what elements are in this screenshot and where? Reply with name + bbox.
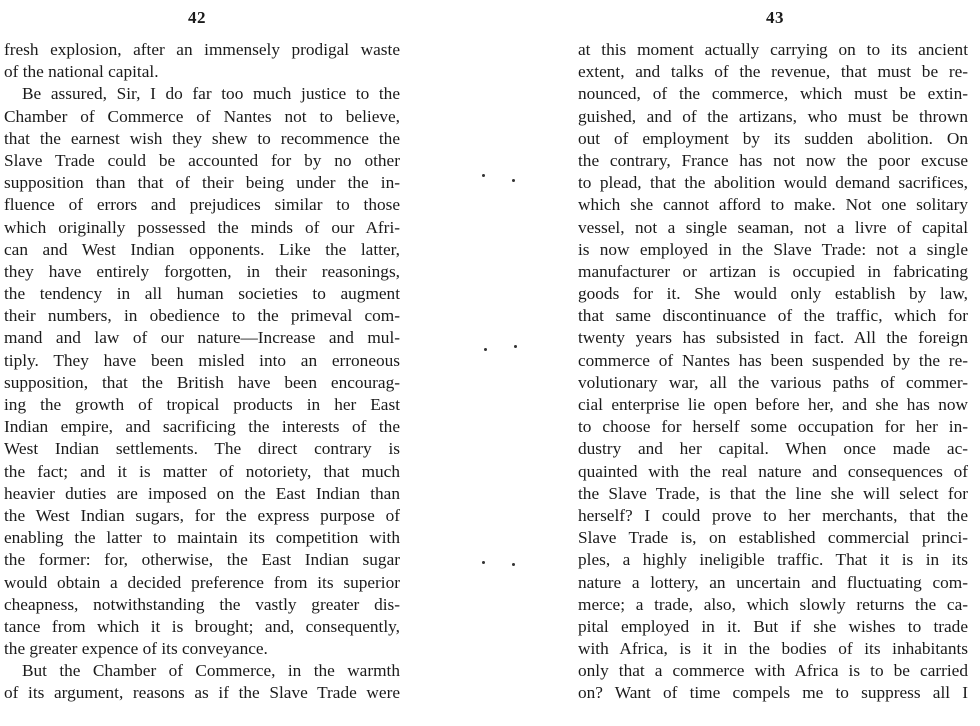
gutter-mark — [482, 561, 485, 564]
text-line: tiply. They have been misled into an erroneous — [4, 350, 400, 370]
left-page — [0, 0, 420, 726]
text-line: vessel, not a single seaman, not a livre of capital — [578, 217, 968, 237]
text-line: they have entirely forgotten, in their reasonings, — [4, 261, 400, 281]
text-line: on? Want of time compels me to suppress all I — [578, 683, 968, 703]
text-line: West Indian settlements. The direct contrary is — [4, 439, 400, 459]
text-line: Indian empire, and sacrificing the interests of the — [4, 417, 400, 437]
text-line: dustry and her capital. When once made ac- — [578, 439, 968, 459]
text-line: to choose for herself some occupation for her in- — [578, 417, 968, 437]
gutter-mark — [514, 345, 517, 348]
text-line: supposition, that the British have been encourag- — [4, 372, 400, 392]
text-line: with Africa, is it in the bodies of its inhabitants — [578, 639, 968, 659]
right-page-text — [578, 39, 968, 705]
text-line: But the Chamber of Commerce, in the warmth — [22, 661, 400, 681]
text-line: Be assured, Sir, I do far too much justice to the — [22, 84, 400, 104]
text-line: enabling the latter to maintain its competition with — [4, 528, 400, 548]
text-line: at this moment actually carrying on to its ancient — [578, 40, 968, 59]
right-page — [570, 0, 980, 726]
text-line: twenty years has subsisted in fact. All the foreign — [578, 328, 968, 348]
text-line: the former: for, otherwise, the East Indian sugar — [4, 550, 400, 570]
text-line: Chamber of Commerce of Nantes not to believe, — [4, 106, 400, 126]
left-page-number: 42 — [188, 8, 206, 27]
text-line: cial enterprise lie open before her, and she has now — [578, 395, 968, 414]
text-line: extent, and talks of the revenue, that must be re- — [578, 62, 968, 82]
text-line: the fact; and it is matter of notoriety, that much — [4, 461, 400, 481]
text-line: out of employment by its sudden abolition. On — [578, 128, 968, 148]
text-line: tance from which it is brought; and, consequently, — [4, 616, 400, 636]
text-line: which originally possessed the minds of our Afri- — [4, 217, 400, 237]
text-line: Slave Trade could be accounted for by no other — [4, 150, 400, 170]
text-line: fresh explosion, after an immensely prodigal waste — [4, 40, 400, 59]
text-line: of the national capital. — [4, 62, 159, 82]
text-line: only that a commerce with Africa is to be carried — [578, 661, 968, 681]
text-line: their numbers, in obedience to the primeval com- — [4, 306, 400, 326]
text-line: the West Indian sugars, for the express purpose of — [4, 505, 400, 525]
text-line: commerce of Nantes has been suspended by the re- — [578, 350, 968, 370]
text-line: merce; a trade, also, which slowly returns the ca- — [578, 594, 968, 614]
text-line: pital employed in it. But if she wishes to trade — [578, 616, 968, 636]
text-line: to plead, that the abolition would demand sacrifices, — [578, 173, 968, 193]
left-page-text — [4, 39, 400, 705]
text-line: that the earnest wish they shew to recommence the — [4, 128, 400, 148]
text-line: would obtain a decided preference from its superior — [4, 572, 400, 592]
text-line: supposition than that of their being under the in- — [4, 173, 400, 193]
text-line: cheapness, notwithstanding the vastly greater dis- — [4, 594, 400, 614]
text-line: Slave Trade is, on established commercial princi- — [578, 528, 968, 548]
text-line: of its argument, reasons as if the Slave Trade were — [4, 683, 400, 703]
text-line: ples, a highly ineligible traffic. That it is in its — [578, 550, 968, 570]
text-line: guished, and of the artizans, who must be thrown — [578, 106, 968, 126]
text-line: mand and law of our nature—Increase and mul- — [4, 328, 400, 348]
text-line: the greater expence of its conveyance. — [4, 639, 268, 659]
gutter-marks — [470, 0, 530, 726]
text-line: the tendency in all human societies to augment — [4, 284, 400, 304]
text-line: volutionary war, all the various paths of commer- — [578, 372, 968, 392]
text-line: goods for it. She would only establish by law, — [578, 284, 968, 304]
text-line: ing the growth of tropical products in her East — [4, 395, 400, 414]
text-line: the Slave Trade, is that the line she will select for — [578, 483, 968, 503]
text-line: manufacturer or artizan is occupied in fabricating — [578, 261, 968, 281]
gutter-mark — [512, 563, 515, 566]
right-page-number: 43 — [766, 8, 784, 27]
text-line: fluence of errors and prejudices similar to those — [4, 195, 400, 215]
gutter-mark — [482, 174, 485, 177]
gutter-mark — [512, 179, 515, 182]
text-line: quainted with the real nature and consequences of — [578, 461, 968, 481]
text-line: which she cannot afford to make. Not one solitary — [578, 195, 968, 215]
text-line: the contrary, France has not now the poor excuse — [578, 150, 968, 170]
text-line: nature a lottery, an uncertain and fluctuating com- — [578, 572, 968, 592]
text-line: herself? I could prove to her merchants, that the — [578, 505, 968, 525]
gutter-mark — [484, 348, 487, 351]
text-line: heavier duties are imposed on the East Indian than — [4, 483, 400, 503]
text-line: can and West Indian opponents. Like the latter, — [4, 239, 400, 259]
text-line: that same discontinuance of the traffic, which for — [578, 306, 968, 326]
text-line: nounced, of the commerce, which must be extin- — [578, 84, 968, 104]
text-line: is now employed in the Slave Trade: not a single — [578, 239, 968, 259]
